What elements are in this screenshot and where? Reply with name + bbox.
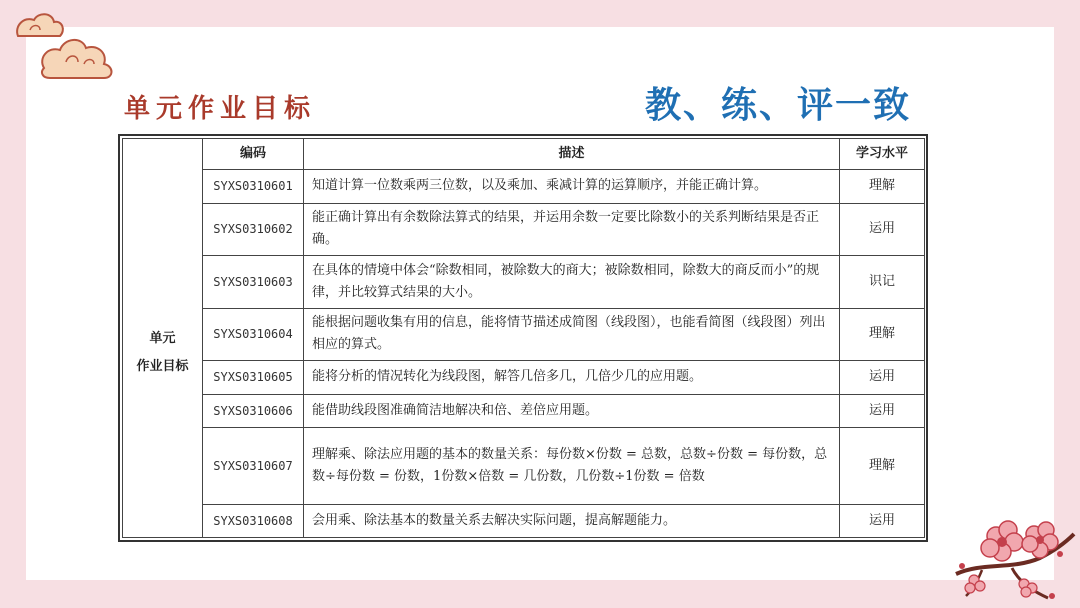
code-cell: SYXS0310605 xyxy=(203,361,304,394)
header-desc: 描述 xyxy=(304,139,840,170)
code-cell: SYXS0310602 xyxy=(203,203,304,256)
table-row xyxy=(123,427,925,504)
level-cell: 识记 xyxy=(840,256,925,309)
goals-table-frame xyxy=(118,134,928,542)
code-cell: SYXS0310603 xyxy=(203,256,304,309)
desc-cell: 能正确计算出有余数除法算式的结果，并运用余数一定要比除数小的关系判断结果是否正确。 xyxy=(304,203,840,256)
table-row xyxy=(123,504,925,537)
desc-cell: 能将分析的情况转化为线段图，解答几倍多几，几倍少几的应用题。 xyxy=(304,361,840,394)
table-header-row xyxy=(123,139,925,170)
unit-label-line2: 作业目标 xyxy=(136,359,189,375)
table-row xyxy=(123,361,925,394)
desc-cell: 会用乘、除法基本的数量关系去解决实际问题，提高解题能力。 xyxy=(304,504,840,537)
desc-cell: 理解乘、除法应用题的基本的数量关系：每份数×份数 = 总数，总数÷份数 = 每份数，总数÷每份数 = 份数，1份数×倍数 = 几份数，几份数÷1份数 = 倍数 xyxy=(304,427,840,504)
unit-label-cell xyxy=(123,170,203,538)
code-cell: SYXS0310604 xyxy=(203,308,304,361)
table-row xyxy=(123,203,925,256)
cloud-icon xyxy=(10,6,122,84)
desc-cell: 能根据问题收集有用的信息，能将情节描述成简图（线段图），也能看简图（线段图）列出相应的算式。 xyxy=(304,308,840,361)
desc-cell: 知道计算一位数乘两三位数，以及乘加、乘减计算的运算顺序，并能正确计算。 xyxy=(304,170,840,203)
level-cell: 理解 xyxy=(840,427,925,504)
header-level: 学习水平 xyxy=(840,139,925,170)
level-cell: 运用 xyxy=(840,361,925,394)
page-subtitle: 教、练、评一致 xyxy=(645,85,912,126)
goals-table xyxy=(122,138,925,538)
desc-cell: 能借助线段图准确简洁地解决和倍、差倍应用题。 xyxy=(304,394,840,427)
page-title: 单元作业目标 xyxy=(124,94,317,124)
level-cell: 理解 xyxy=(840,170,925,203)
table-row xyxy=(123,170,925,203)
level-cell: 运用 xyxy=(840,394,925,427)
level-cell: 理解 xyxy=(840,308,925,361)
table-row xyxy=(123,256,925,309)
code-cell: SYXS0310601 xyxy=(203,170,304,203)
unit-label-line1: 单元 xyxy=(149,331,176,347)
header-code: 编码 xyxy=(203,139,304,170)
code-cell: SYXS0310606 xyxy=(203,394,304,427)
table-row xyxy=(123,308,925,361)
level-cell: 运用 xyxy=(840,504,925,537)
table-row xyxy=(123,394,925,427)
desc-cell: 在具体的情境中体会“除数相同，被除数大的商大；被除数相同，除数大的商反而小”的规律，并比较算式结果的大小。 xyxy=(304,256,840,309)
plum-blossom-icon xyxy=(952,514,1076,606)
level-cell: 运用 xyxy=(840,203,925,256)
header-blank-cell xyxy=(123,139,203,170)
code-cell: SYXS0310608 xyxy=(203,504,304,537)
code-cell: SYXS0310607 xyxy=(203,427,304,504)
